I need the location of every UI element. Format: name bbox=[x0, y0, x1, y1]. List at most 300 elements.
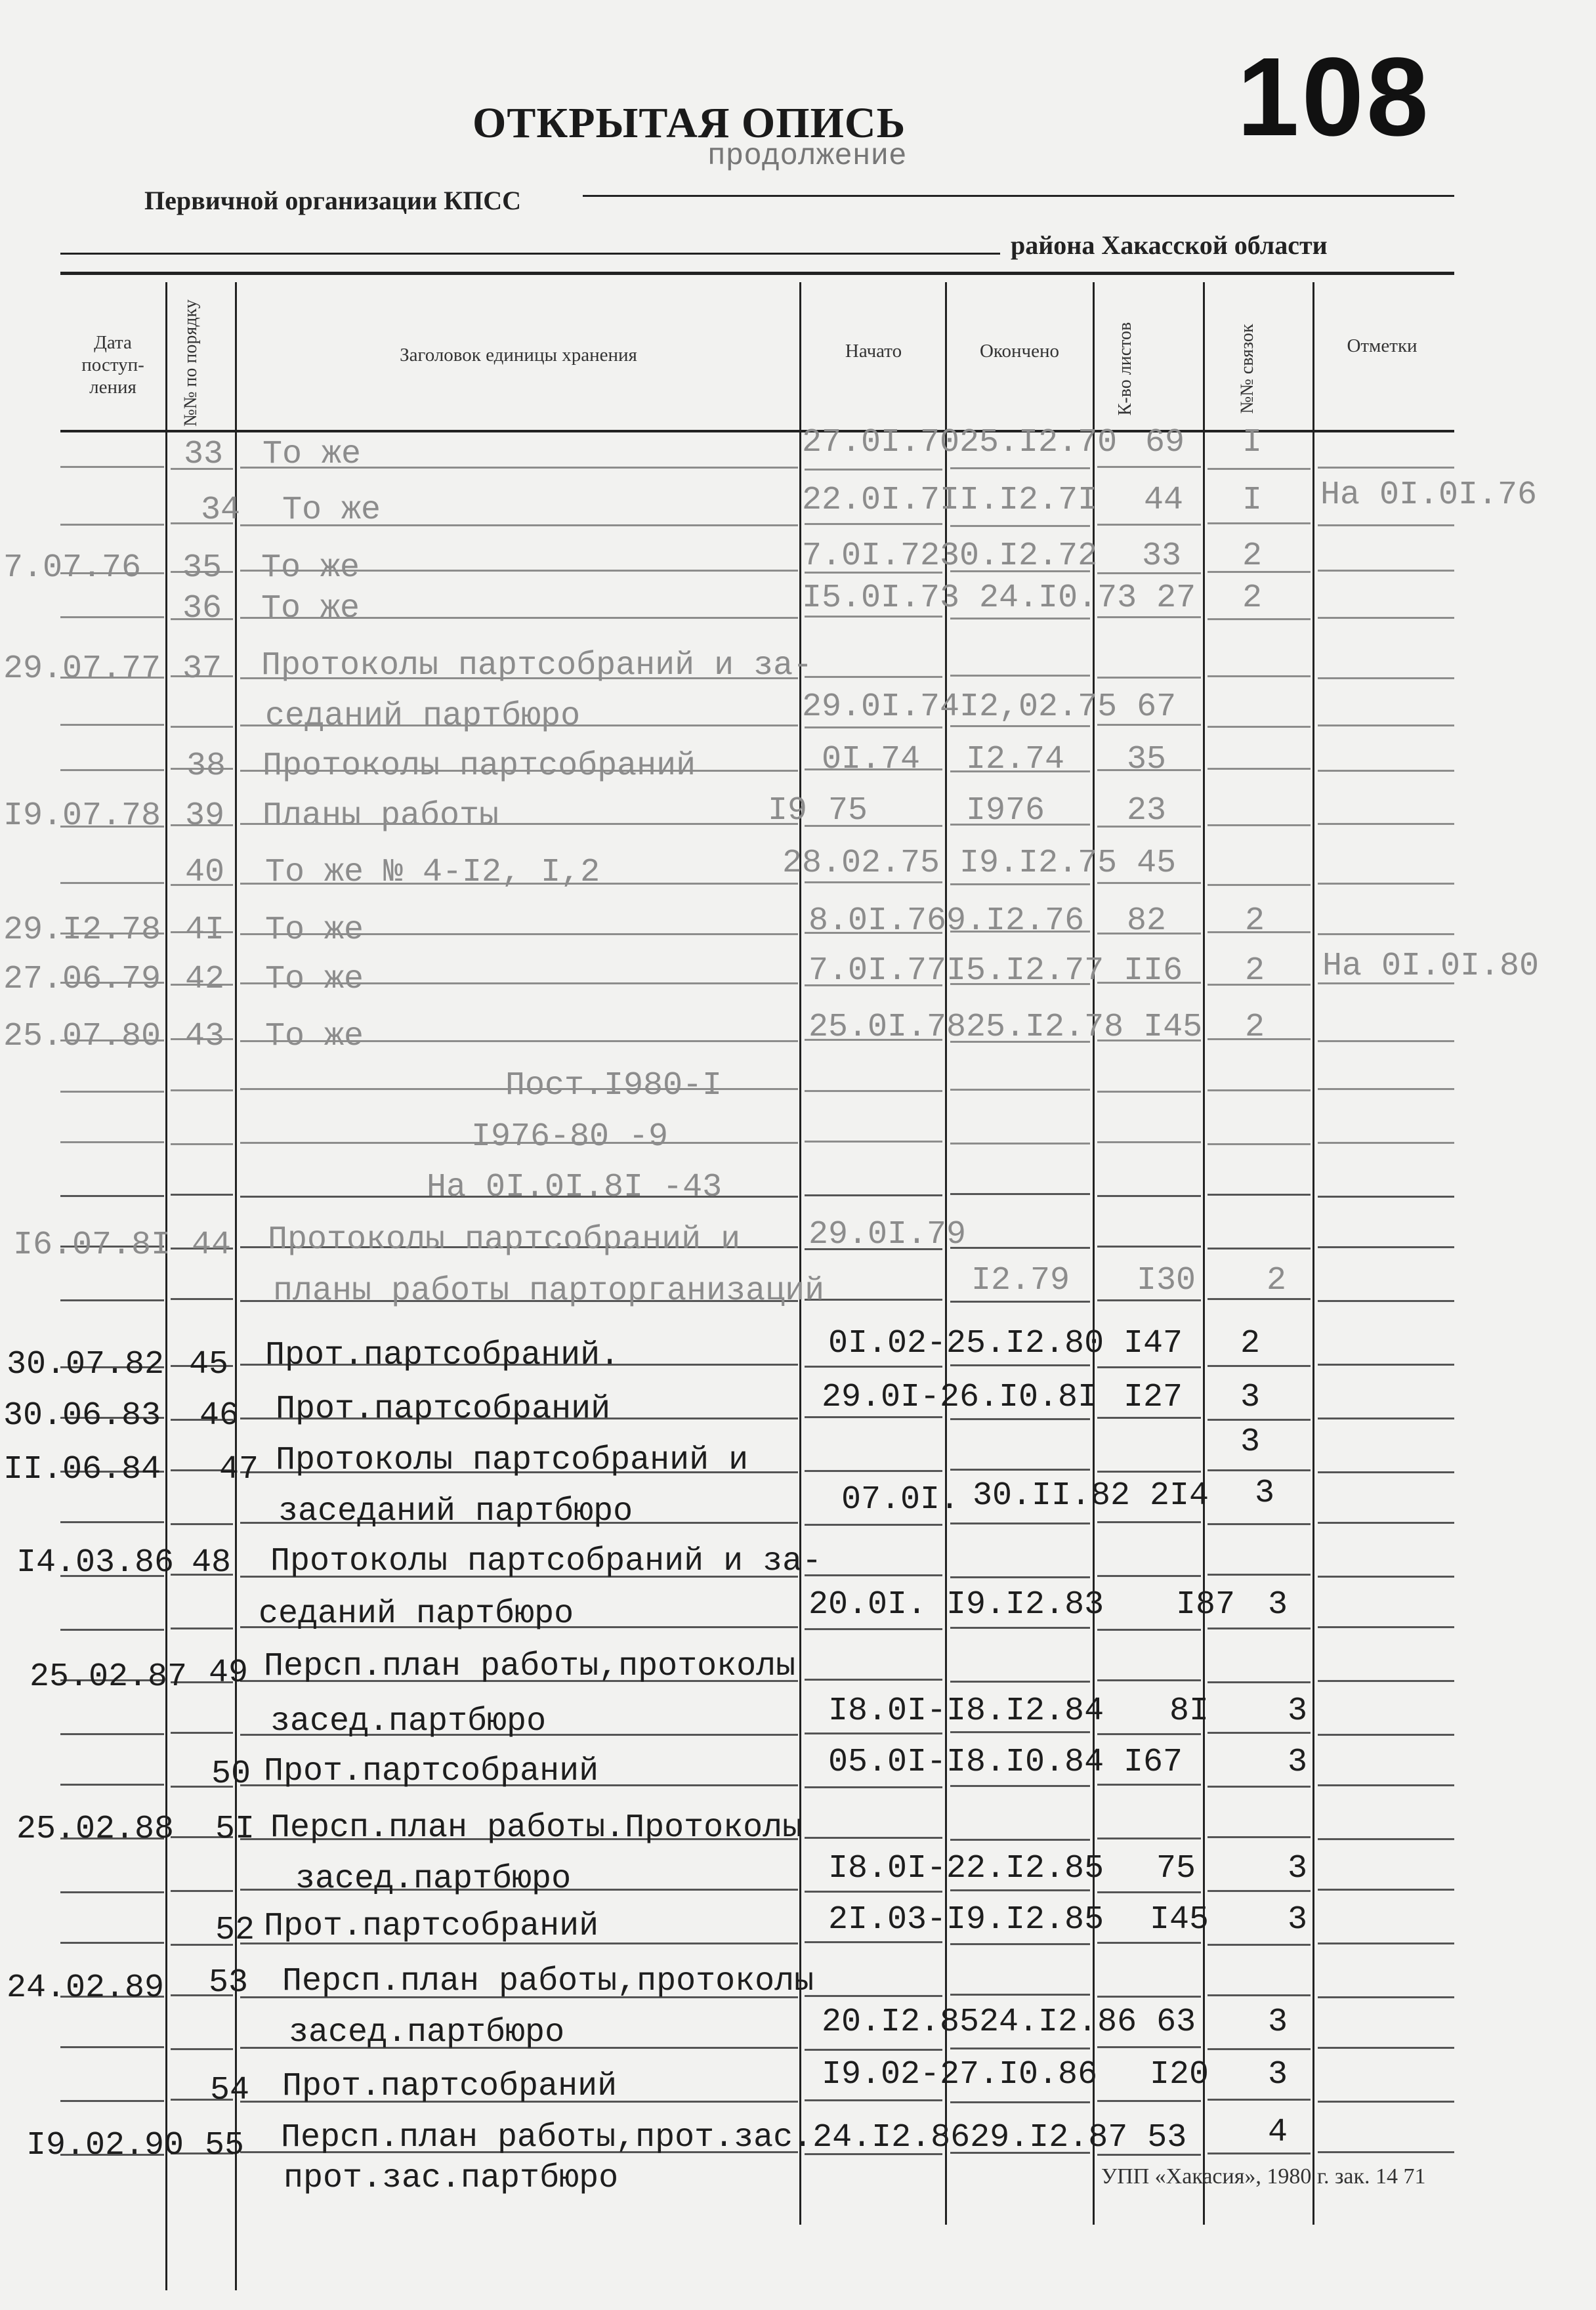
row-underline bbox=[1318, 1300, 1454, 1302]
table-cell: 20.I2.8524.I2.86 63 bbox=[822, 2004, 1196, 2041]
table-cell: Прот.партсобраний bbox=[264, 1908, 599, 1945]
table-cell: 24.02.89 bbox=[7, 1969, 165, 2007]
table-cell: 3 bbox=[1288, 1744, 1308, 1781]
row-underline bbox=[1208, 1143, 1311, 1145]
table-cell: I20 bbox=[1150, 2056, 1209, 2093]
page-title: ОТКРЫТАЯ ОПИСЬ bbox=[472, 99, 906, 147]
row-underline bbox=[950, 1193, 1090, 1195]
table-cell: 36 bbox=[182, 590, 222, 627]
row-underline bbox=[1097, 1891, 1201, 1893]
row-underline bbox=[60, 1141, 164, 1143]
table-cell: 8.0I.769.I2.76 bbox=[808, 902, 1085, 940]
table-cell: На 0I.0I.80 bbox=[1322, 948, 1540, 985]
row-underline bbox=[805, 2099, 942, 2101]
row-underline bbox=[60, 616, 164, 618]
col-divider-7 bbox=[1312, 282, 1314, 2225]
table-cell: 5I bbox=[215, 1811, 255, 1848]
row-underline bbox=[1318, 1734, 1454, 1736]
row-underline bbox=[1318, 1942, 1454, 1944]
table-cell: 7.0I.7230.I2.72 bbox=[802, 537, 1098, 575]
row-underline bbox=[1097, 2046, 1201, 2048]
row-underline bbox=[950, 1418, 1090, 1420]
row-underline bbox=[1208, 1194, 1311, 1196]
table-cell: 2 bbox=[1242, 579, 1263, 617]
row-underline bbox=[1318, 1196, 1454, 1198]
table-cell: Протоколы партсобраний и bbox=[276, 1442, 749, 1479]
row-underline bbox=[171, 1089, 233, 1091]
table-cell: Прот.партсобраний bbox=[276, 1391, 611, 1428]
row-underline bbox=[1318, 1040, 1454, 1042]
table-cell: 25.0I.7825.I2.78 I45 bbox=[808, 1009, 1203, 1046]
row-underline bbox=[1208, 1628, 1311, 1629]
table-cell: Пост.I980-I bbox=[505, 1067, 723, 1104]
row-underline bbox=[1318, 1088, 1454, 1090]
row-underline bbox=[950, 1576, 1090, 1578]
table-cell: Прот.партсобраний. bbox=[265, 1337, 620, 1374]
row-underline bbox=[805, 2049, 942, 2051]
org-fill-line bbox=[583, 195, 1454, 197]
row-underline bbox=[950, 1681, 1090, 1683]
table-cell: планы работы парторганизаций bbox=[273, 1272, 825, 1310]
row-underline bbox=[950, 1994, 1090, 1996]
table-cell: То же bbox=[261, 590, 360, 627]
row-underline bbox=[1318, 1889, 1454, 1891]
row-underline bbox=[1097, 1141, 1201, 1143]
row-underline bbox=[1208, 884, 1311, 886]
row-underline bbox=[1318, 677, 1454, 679]
table-cell: седаний партбюро bbox=[265, 698, 581, 735]
col-header-end: Окончено bbox=[979, 341, 1060, 362]
table-cell: 0I.02-25.I2.80 bbox=[828, 1325, 1104, 1362]
table-cell: 30.II.82 2I4 bbox=[973, 1477, 1209, 1515]
row-underline bbox=[950, 1943, 1090, 1945]
row-underline bbox=[805, 1941, 942, 1943]
table-cell: I4.03.86 bbox=[16, 1544, 175, 1582]
row-underline bbox=[1097, 1838, 1201, 1839]
row-underline bbox=[60, 1942, 164, 1944]
row-underline bbox=[1208, 1469, 1311, 1471]
table-cell: Протоколы партсобраний и за- bbox=[261, 647, 813, 684]
table-cell: 4I bbox=[185, 912, 225, 949]
table-cell: 27.06.79 bbox=[3, 961, 161, 998]
row-underline bbox=[1208, 2048, 1311, 2050]
row-underline bbox=[950, 467, 1090, 469]
row-underline bbox=[1097, 466, 1201, 468]
row-underline bbox=[1208, 726, 1311, 728]
row-underline bbox=[1318, 617, 1454, 619]
row-underline bbox=[60, 724, 164, 726]
row-underline bbox=[60, 1891, 164, 1893]
row-underline bbox=[950, 1143, 1090, 1144]
row-underline bbox=[805, 1732, 942, 1734]
table-cell: 30.07.82 bbox=[7, 1346, 165, 1383]
row-underline bbox=[171, 726, 233, 728]
table-cell: 3 bbox=[1268, 1586, 1288, 1624]
row-underline bbox=[171, 1143, 233, 1145]
row-underline bbox=[1318, 467, 1454, 469]
row-underline bbox=[171, 1194, 233, 1196]
table-cell: То же bbox=[282, 492, 381, 529]
table-cell: 3 bbox=[1288, 1901, 1308, 1939]
row-underline bbox=[950, 1522, 1090, 1524]
row-underline bbox=[950, 1839, 1090, 1841]
row-underline bbox=[1208, 1786, 1311, 1788]
table-cell: Персп.план работы,прот.зас.24.I2.8629.I2.87 53 bbox=[281, 2119, 1187, 2156]
row-underline bbox=[1097, 1521, 1201, 1523]
table-cell: I bbox=[1242, 482, 1263, 519]
row-underline bbox=[805, 1679, 942, 1681]
row-underline bbox=[1097, 1575, 1201, 1577]
table-cell: 23 bbox=[1127, 792, 1167, 830]
table-cell: 45 bbox=[189, 1346, 229, 1383]
row-underline bbox=[1208, 618, 1311, 620]
row-underline bbox=[1208, 522, 1311, 524]
table-cell: 2 bbox=[1245, 1009, 1265, 1046]
row-underline bbox=[805, 1574, 942, 1576]
table-cell: 0I.74 bbox=[822, 741, 921, 778]
row-underline bbox=[1097, 1366, 1201, 1368]
table-cell: 3 bbox=[1288, 1692, 1308, 1730]
table-cell: I bbox=[1242, 424, 1263, 461]
row-underline bbox=[1208, 824, 1311, 826]
row-underline bbox=[171, 1890, 233, 1892]
table-cell: I976 bbox=[966, 792, 1045, 830]
row-underline bbox=[1318, 1784, 1454, 1786]
row-underline bbox=[60, 2100, 164, 2102]
table-cell: 3 bbox=[1288, 1850, 1308, 1887]
table-cell: 55 bbox=[205, 2127, 245, 2164]
row-underline bbox=[1208, 1681, 1311, 1683]
row-underline bbox=[1097, 1246, 1201, 1248]
row-underline bbox=[1318, 1418, 1454, 1419]
table-cell: 25.07.80 bbox=[3, 1018, 161, 1055]
table-cell: Персп.план работы,протоколы bbox=[282, 1963, 814, 2000]
table-cell: То же № 4-I2, I,2 bbox=[265, 854, 600, 891]
row-underline bbox=[805, 1090, 942, 1092]
row-underline bbox=[1097, 1679, 1201, 1681]
row-underline bbox=[950, 1089, 1090, 1091]
row-underline bbox=[805, 469, 942, 471]
row-underline bbox=[1318, 770, 1454, 772]
row-underline bbox=[805, 1628, 942, 1630]
row-underline bbox=[950, 1301, 1090, 1303]
table-cell: засед.партбюро bbox=[289, 2014, 565, 2051]
row-underline bbox=[1318, 1576, 1454, 1578]
table-cell: 54 bbox=[210, 2072, 250, 2109]
row-underline bbox=[1208, 675, 1311, 677]
col-divider-1 bbox=[165, 282, 167, 2290]
col-header-sheets: К-во листов bbox=[1115, 322, 1135, 416]
table-cell: 46 bbox=[200, 1397, 240, 1435]
table-cell: I976-80 -9 bbox=[471, 1118, 669, 1156]
table-cell: 42 bbox=[185, 961, 225, 998]
row-underline bbox=[950, 675, 1090, 677]
row-underline bbox=[1318, 524, 1454, 526]
row-underline bbox=[1208, 1944, 1311, 1946]
table-cell: 44 bbox=[1144, 482, 1184, 519]
row-underline bbox=[1318, 1142, 1454, 1144]
table-cell: 25.02.88 bbox=[16, 1811, 175, 1848]
row-underline bbox=[1318, 2047, 1454, 2049]
col-header-title: Заголовок единицы хранения bbox=[400, 345, 637, 366]
row-underline bbox=[1318, 570, 1454, 572]
table-cell: седаний партбюро bbox=[259, 1595, 574, 1633]
row-underline bbox=[1097, 1942, 1201, 1944]
table-cell: Протоколы партсобраний и за- bbox=[270, 1543, 822, 1580]
row-underline bbox=[1318, 1246, 1454, 1248]
table-cell: засед.партбюро bbox=[295, 1860, 572, 1898]
table-cell: Прот.партсобраний bbox=[264, 1753, 599, 1790]
table-cell: прот.зас.партбюро bbox=[284, 2160, 619, 2197]
row-underline bbox=[1208, 1365, 1311, 1367]
row-underline bbox=[950, 1364, 1090, 1366]
table-cell: I2.74 bbox=[966, 741, 1065, 778]
row-underline bbox=[171, 1732, 233, 1734]
row-underline bbox=[950, 2101, 1090, 2103]
row-underline bbox=[1318, 933, 1454, 935]
table-cell: 49 bbox=[209, 1654, 249, 1692]
table-cell: 2I.03-I9.I2.85 bbox=[828, 1901, 1104, 1939]
row-underline bbox=[171, 1298, 233, 1300]
table-cell: То же bbox=[265, 961, 364, 998]
table-cell: 40 bbox=[185, 854, 225, 891]
table-cell: 3 bbox=[1268, 2056, 1288, 2093]
col-header-start: Начато bbox=[845, 341, 902, 362]
table-cell: заседаний партбюро bbox=[278, 1493, 633, 1530]
table-cell: 35 bbox=[182, 549, 222, 587]
row-underline bbox=[1097, 1996, 1201, 1998]
table-cell: I8.0I-22.I2.85 bbox=[828, 1850, 1104, 1887]
row-underline bbox=[805, 1891, 942, 1893]
row-underline bbox=[950, 1247, 1090, 1249]
row-underline bbox=[1208, 468, 1311, 470]
row-underline bbox=[950, 525, 1090, 527]
table-cell: 44 bbox=[192, 1227, 232, 1264]
row-underline bbox=[1208, 1890, 1311, 1892]
table-cell: I67 bbox=[1124, 1744, 1183, 1781]
row-underline bbox=[950, 1469, 1090, 1471]
table-cell: 3 bbox=[1255, 1475, 1275, 1512]
row-underline bbox=[805, 825, 942, 827]
row-underline bbox=[1208, 1248, 1311, 1250]
row-underline bbox=[950, 1889, 1090, 1891]
region-fill-line bbox=[60, 253, 1000, 255]
table-cell: I9.02-27.I0.86 bbox=[822, 2056, 1098, 2093]
row-underline bbox=[1318, 2101, 1454, 2103]
row-underline bbox=[60, 1091, 164, 1093]
row-underline bbox=[1208, 2099, 1311, 2101]
row-underline bbox=[805, 1786, 942, 1788]
table-cell: 3 bbox=[1240, 1423, 1261, 1461]
row-underline bbox=[1208, 1994, 1311, 1996]
table-cell: На 0I.0I.8I -43 bbox=[427, 1169, 723, 1206]
table-cell: То же bbox=[265, 912, 364, 949]
row-underline bbox=[1208, 2152, 1311, 2154]
table-cell: То же bbox=[265, 1018, 364, 1055]
table-cell: 75 bbox=[1156, 1850, 1196, 1887]
table-cell: 35 bbox=[1127, 741, 1167, 778]
table-cell: 29.0I-26.I0.8I bbox=[822, 1379, 1098, 1416]
table-cell: 8I bbox=[1169, 1692, 1209, 1730]
row-underline bbox=[1318, 1522, 1454, 1524]
table-cell: 2 bbox=[1267, 1262, 1287, 1299]
page-subtitle: продолжение bbox=[707, 139, 907, 173]
row-underline bbox=[60, 1784, 164, 1786]
table-cell: 47 bbox=[219, 1451, 259, 1488]
row-underline bbox=[60, 524, 164, 526]
table-cell: I45 bbox=[1150, 1901, 1209, 1939]
table-cell: 29.I2.78 bbox=[3, 912, 161, 949]
row-underline bbox=[950, 1627, 1090, 1629]
col-divider-3 bbox=[799, 282, 801, 2225]
table-cell: I47 bbox=[1124, 1325, 1183, 1362]
table-cell: 28.02.75 I9.I2.75 45 bbox=[782, 845, 1177, 882]
table-cell: 7.07.76 bbox=[3, 549, 142, 587]
table-cell: 20.0I. I9.I2.83 bbox=[808, 1586, 1104, 1624]
table-cell: Протоколы партсобраний и bbox=[268, 1221, 741, 1259]
table-cell: 82 bbox=[1127, 902, 1167, 940]
table-cell: Прот.партсобраний bbox=[282, 2068, 618, 2105]
table-cell: 39 bbox=[185, 797, 225, 835]
row-underline bbox=[171, 2048, 233, 2050]
row-underline bbox=[950, 2048, 1090, 2049]
table-cell: 3 bbox=[1268, 2004, 1288, 2041]
table-cell: I87 bbox=[1176, 1586, 1236, 1624]
table-cell: Персп.план работы.Протоколы bbox=[270, 1809, 803, 1847]
sheet-number: 108 bbox=[1237, 35, 1431, 159]
table-cell: 69 bbox=[1145, 424, 1185, 461]
row-underline bbox=[805, 1194, 942, 1196]
table-cell: I9.02.90 bbox=[26, 2127, 184, 2164]
row-underline bbox=[805, 1995, 942, 1997]
row-underline bbox=[1208, 1089, 1311, 1091]
row-underline bbox=[60, 1733, 164, 1735]
table-cell: 48 bbox=[192, 1544, 232, 1582]
row-underline bbox=[1097, 1091, 1201, 1093]
table-cell: I6.07.8I bbox=[13, 1227, 171, 1264]
row-underline bbox=[950, 1731, 1090, 1733]
row-underline bbox=[1318, 1680, 1454, 1682]
table-cell: 22.0I.7II.I2.7I bbox=[802, 482, 1098, 519]
row-underline bbox=[1097, 1471, 1201, 1473]
table-cell: То же bbox=[261, 549, 360, 587]
row-underline bbox=[60, 769, 164, 771]
table-cell: На 0I.0I.76 bbox=[1320, 476, 1538, 514]
table-cell: 3 bbox=[1240, 1379, 1261, 1416]
table-cell: 38 bbox=[186, 747, 226, 785]
row-underline bbox=[805, 1470, 942, 1472]
row-underline bbox=[1318, 823, 1454, 825]
table-cell: 07.0I. bbox=[841, 1481, 960, 1519]
col-header-number: №№ по порядку bbox=[180, 299, 201, 427]
row-underline bbox=[1318, 1838, 1454, 1840]
table-cell: II.06.84 bbox=[3, 1451, 161, 1488]
table-cell: I27 bbox=[1124, 1379, 1183, 1416]
row-underline bbox=[805, 523, 942, 525]
row-underline bbox=[805, 1366, 942, 1368]
org-label: Первичной организации КПСС bbox=[144, 186, 522, 215]
row-underline bbox=[1097, 2100, 1201, 2102]
table-cell: 30.06.83 bbox=[3, 1397, 161, 1435]
table-cell: Персп.план работы,протоколы bbox=[264, 1648, 796, 1685]
row-underline bbox=[60, 1299, 164, 1301]
row-underline bbox=[1208, 1298, 1311, 1300]
table-cell: 25.02.87 bbox=[30, 1658, 188, 1696]
row-underline bbox=[60, 466, 164, 468]
row-underline bbox=[805, 676, 942, 678]
row-underline bbox=[950, 883, 1090, 885]
table-cell: 2 bbox=[1240, 1325, 1261, 1362]
table-cell: I5.0I.73 24.I0.73 27 bbox=[802, 579, 1196, 617]
table-cell: I9 bbox=[768, 792, 808, 830]
row-underline bbox=[805, 1141, 942, 1143]
region-label: района Хакасской области bbox=[1011, 230, 1328, 260]
table-cell: 34 bbox=[201, 492, 241, 529]
row-underline bbox=[805, 1524, 942, 1526]
row-underline bbox=[1318, 1364, 1454, 1366]
row-underline bbox=[1318, 1996, 1454, 1998]
row-underline bbox=[1318, 883, 1454, 885]
row-underline bbox=[1097, 1629, 1201, 1631]
row-underline bbox=[1208, 768, 1311, 770]
table-cell: 33 bbox=[184, 436, 224, 473]
table-cell: Протоколы партсобраний bbox=[262, 747, 696, 785]
row-underline bbox=[1097, 1733, 1201, 1735]
table-cell: I8.0I-I8.I2.84 bbox=[828, 1692, 1104, 1730]
table-cell: 33 bbox=[1142, 537, 1182, 575]
table-cell: Планы работы bbox=[262, 797, 499, 835]
row-underline bbox=[1318, 724, 1454, 726]
col-header-bundle: №№ связок bbox=[1237, 324, 1257, 414]
table-cell: I2.79 bbox=[971, 1262, 1070, 1299]
table-cell: 29.0I.74I2,02.75 67 bbox=[802, 688, 1177, 726]
row-underline bbox=[1097, 1784, 1201, 1786]
row-underline bbox=[805, 1837, 942, 1839]
table-cell: 37 bbox=[182, 650, 222, 688]
table-cell: 50 bbox=[211, 1755, 251, 1793]
row-underline bbox=[60, 882, 164, 884]
row-underline bbox=[1208, 1523, 1311, 1525]
row-underline bbox=[1318, 1626, 1454, 1628]
col-header-notes: Отметки bbox=[1347, 335, 1418, 356]
table-cell: 43 bbox=[185, 1018, 225, 1055]
table-cell: То же bbox=[262, 436, 362, 473]
row-underline bbox=[60, 1195, 164, 1197]
table-cell: 29.07.77 bbox=[3, 650, 161, 688]
table-cell: 52 bbox=[215, 1912, 255, 1949]
table-cell: 05.0I-I8.I0.84 bbox=[828, 1744, 1104, 1781]
table-cell: 27.0I.7025.I2.70 bbox=[802, 424, 1118, 461]
col-header-date: Дата поступ-ления bbox=[81, 332, 144, 398]
table-cell: I9.07.78 bbox=[3, 797, 161, 835]
row-underline bbox=[60, 1629, 164, 1631]
row-underline bbox=[1097, 1195, 1201, 1197]
table-cell: 53 bbox=[209, 1964, 249, 2002]
printer-imprint: УПП «Хакасия», 1980 г. зак. 14 71 bbox=[1101, 2164, 1426, 2189]
row-underline bbox=[171, 1523, 233, 1525]
table-cell: 2 bbox=[1245, 902, 1265, 940]
row-underline bbox=[60, 1521, 164, 1523]
row-underline bbox=[1208, 1574, 1311, 1576]
row-underline bbox=[1318, 2151, 1454, 2153]
table-cell: I30 bbox=[1137, 1262, 1196, 1299]
table-top-border bbox=[60, 272, 1454, 275]
row-underline bbox=[1208, 1419, 1311, 1421]
row-underline bbox=[1318, 1471, 1454, 1473]
table-cell: 7.0I.77I5.I2.77 II6 bbox=[808, 952, 1183, 990]
row-underline bbox=[1097, 677, 1201, 679]
table-cell: 2 bbox=[1242, 537, 1263, 575]
